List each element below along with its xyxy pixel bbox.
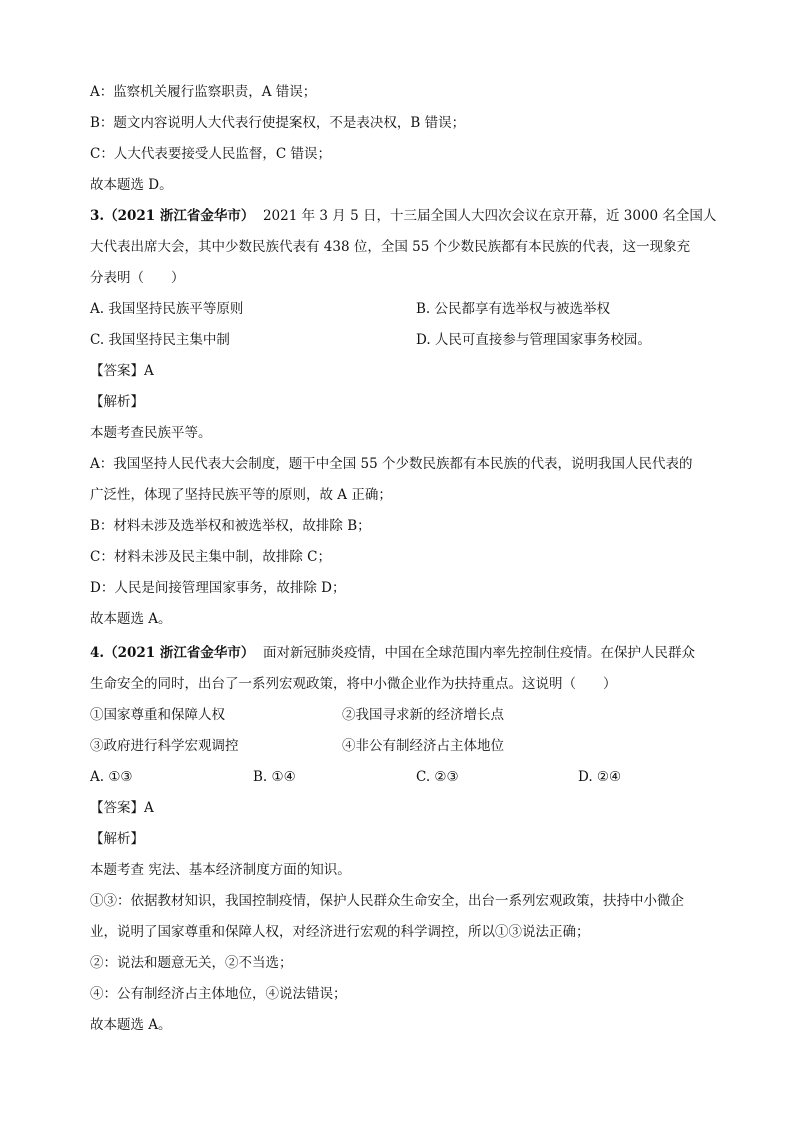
q4-statement-4: ④非公有制经济占主体地位	[342, 738, 504, 754]
q4-number: 4.	[90, 645, 105, 661]
prev-conclusion: 故本题选 D。	[90, 177, 173, 193]
q4-option-c: C. ②③	[416, 769, 459, 785]
q3-analysis-title: 【解析】	[90, 394, 144, 410]
q3-analysis-line-3: 广泛性，体现了坚持民族平等的原则，故 A 正确；	[90, 487, 392, 503]
q3-answer: 【答案】A	[90, 363, 154, 379]
q3-stem-line-2: 大代表出席大会，其中少数民族代表有 438 位，全国 55 个少数民族都有本民族的代表，这一现象充	[90, 239, 691, 255]
q4-stem-line-2: 生命安全的同时，出台了一系列宏观政策，将中小微企业作为扶持重点。这说明（ ）	[90, 676, 617, 692]
prev-analysis-b: B：题文内容说明人大代表行使提案权，不是表决权，B 错误；	[90, 115, 466, 131]
q3-option-c: C. 我国坚持民主集中制	[90, 332, 230, 348]
q3-option-d: D. 人民可直接参与管理国家事务校园。	[416, 332, 651, 348]
prev-analysis-a: A：监察机关履行监察职责，A 错误；	[90, 84, 317, 100]
q4-statement-2: ②我国寻求新的经济增长点	[342, 707, 504, 723]
q3-option-a: A. 我国坚持民族平等原则	[90, 301, 244, 317]
q3-stem-text-1: 2021 年 3 月 5 日，十三届全国人大四次会议在京开幕，近 3000 名全国人	[262, 208, 717, 224]
q4-answer: 【答案】A	[90, 800, 154, 816]
q4-stem-text-1: 面对新冠肺炎疫情，中国在全球范围内率先控制住疫情。在保护人民群众	[262, 645, 695, 661]
q3-stem-line-1	[90, 207, 716, 225]
q4-stem-line-1	[90, 644, 695, 662]
q4-statement-3: ③政府进行科学宏观调控	[90, 738, 239, 754]
q4-analysis-line-2: ①③：依据教材知识，我国控制疫情，保护人民群众生命安全，出台一系列宏观政策，扶持中小微企	[90, 893, 684, 909]
q3-source: （2021 浙江省金华市）	[104, 208, 255, 224]
q3-analysis-line-4: B：材料未涉及选举权和被选举权，故排除 B；	[90, 518, 371, 534]
q4-analysis-line-1: 本题考查 宪法、基本经济制度方面的知识。	[90, 862, 351, 878]
q4-option-d: D. ②④	[578, 769, 622, 785]
q4-analysis-line-3: 业，说明了国家尊重和保障人权，对经济进行宏观的科学调控，所以①③说法正确；	[90, 924, 590, 940]
q4-analysis-title: 【解析】	[90, 831, 144, 847]
q3-stem-line-3: 分表明（ ）	[90, 270, 185, 286]
q4-source: （2021 浙江省金华市）	[104, 645, 255, 661]
q3-analysis-line-6: D：人民是间接管理国家事务，故排除 D；	[90, 580, 346, 596]
q4-analysis-line-6: 故本题选 A。	[90, 1017, 172, 1033]
q3-analysis-line-2: A：我国坚持人民代表大会制度，题干中全国 55 个少数民族都有本民族的代表，说明我国人民代表的	[90, 456, 693, 472]
q3-option-b: B. 公民都享有选举权与被选举权	[416, 301, 611, 317]
q4-analysis-line-4: ②：说法和题意无关，②不当选；	[90, 955, 293, 971]
q4-option-a: A. ①③	[90, 769, 133, 785]
q4-statement-1: ①国家尊重和保障人权	[90, 707, 225, 723]
q3-number: 3.	[90, 208, 105, 224]
q3-analysis-line-5: C：材料未涉及民主集中制，故排除 C；	[90, 549, 331, 565]
q3-analysis-line-1: 本题考查民族平等。	[90, 425, 212, 441]
q3-analysis-line-7: 故本题选 A。	[90, 611, 172, 627]
prev-analysis-c: C：人大代表要接受人民监督，C 错误；	[90, 146, 331, 162]
q4-analysis-line-5: ④：公有制经济占主体地位，④说法错误；	[90, 986, 347, 1002]
q4-option-b: B. ①④	[253, 769, 296, 785]
